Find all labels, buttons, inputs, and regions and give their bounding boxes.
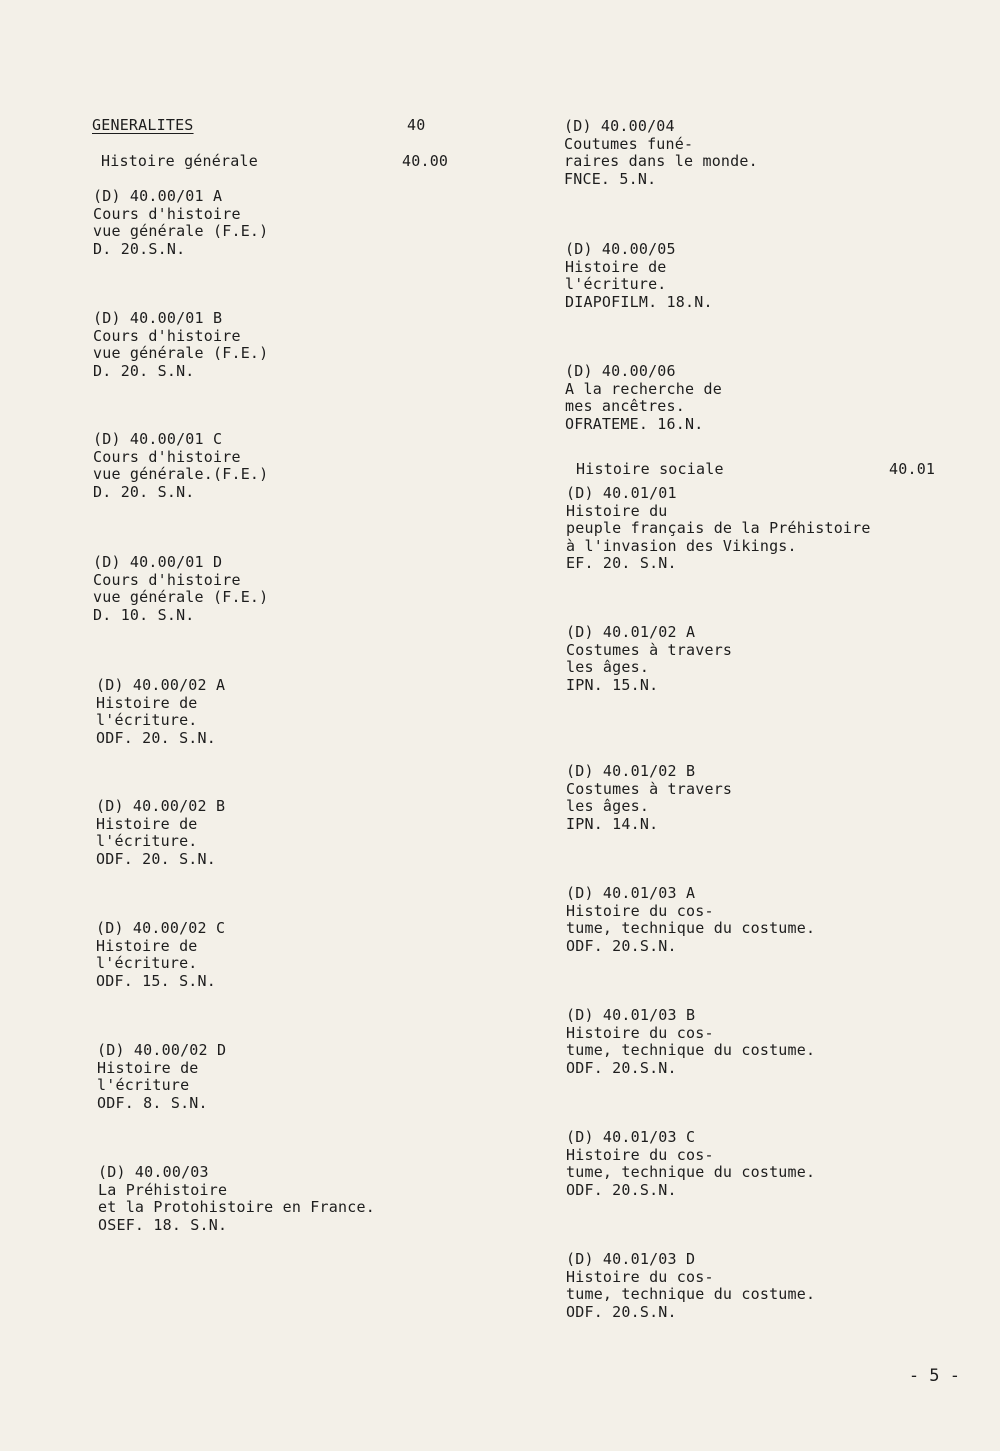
entry-publisher: D. 20.S.N. [93,239,186,258]
entry-title: Histoire du cos- [566,1023,714,1042]
catalog-entry [564,118,758,188]
entry-publisher: D. 10. S.N. [93,605,195,624]
entry-reference: (D) 40.00/06 [565,362,676,380]
entry-title: l'écriture [97,1076,190,1094]
entry-title: les âges. [566,658,650,676]
section-heading-code: 40 [407,116,426,134]
entry-title: l'écriture. [96,954,198,972]
entry-title: mes ancêtres. [565,397,685,415]
entry-reference: (D) 40.01/03 D [566,1250,696,1268]
page-number: - 5 - [908,1366,960,1386]
entry-title: Histoire de [96,693,198,712]
subsection-heading: Histoire sociale [576,460,724,478]
entry-title: Histoire de [96,936,198,955]
entry-reference: (D) 40.01/02 A [566,623,696,641]
entry-publisher: ODF. 15. S.N. [96,971,216,990]
entry-publisher: OSEF. 18. S.N. [98,1215,228,1234]
catalog-entry [566,1007,815,1077]
entry-title: Cours d'histoire [93,447,241,466]
entry-publisher: EF. 20. S.N. [566,554,677,572]
entry-title: peuple français de la Préhistoire [566,519,871,537]
entry-title: raires dans le monde. [564,152,758,170]
subsection-heading-code: 40.00 [402,152,449,170]
entry-title: Histoire de [565,257,667,276]
entry-reference: (D) 40.00/02 D [97,1041,227,1059]
entry-publisher: FNCE. 5.N. [564,169,657,188]
section-heading: GENERALITES [92,116,194,134]
entry-reference: (D) 40.00/03 [98,1163,209,1181]
entry-title: Histoire de [96,814,198,833]
entry-title: Cours d'histoire [93,570,241,589]
entry-reference: (D) 40.00/02 C [96,919,226,937]
entry-publisher: ODF. 8. S.N. [97,1093,208,1112]
entry-title: Histoire du cos- [566,1267,714,1286]
entry-title: Histoire de [97,1058,199,1077]
entry-reference: (D) 40.01/03 A [566,884,696,902]
entry-reference: (D) 40.00/01 D [93,553,223,571]
entry-publisher: IPN. 14.N. [566,814,659,833]
entry-reference: (D) 40.00/01 B [93,309,223,327]
entry-title: Cours d'histoire [93,326,241,345]
entry-title: Histoire du cos- [566,901,714,920]
catalog-entry [566,885,815,955]
entry-reference: (D) 40.01/01 [566,484,677,502]
entry-reference: (D) 40.01/02 B [566,762,696,780]
entry-title: Histoire du cos- [566,1145,714,1164]
catalog-entry [98,1164,375,1234]
entry-title: Costumes à travers [566,779,733,798]
entry-title: A la recherche de [565,379,722,398]
entry-title: vue générale.(F.E.) [93,465,269,483]
entry-publisher: ODF. 20. S.N. [96,849,216,868]
entry-reference: (D) 40.01/03 C [566,1128,696,1146]
catalog-entry [93,310,268,380]
entry-title: tume, technique du costume. [566,919,816,937]
catalog-entry [566,624,732,694]
catalog-entry [93,188,268,258]
entry-title: l'écriture. [96,832,198,850]
entry-reference: (D) 40.01/03 B [566,1006,696,1024]
entry-title: Costumes à travers [566,640,733,659]
entry-publisher: DIAPOFILM. 18.N. [565,292,713,311]
catalog-entry [97,1042,226,1112]
catalog-entry [93,431,268,501]
entry-publisher: ODF. 20.S.N. [566,1058,677,1077]
entry-title: tume, technique du costume. [566,1041,816,1059]
entry-publisher: D. 20. S.N. [93,482,195,501]
entry-title: vue générale (F.E.) [93,222,269,240]
entry-publisher: OFRATEME. 16.N. [565,414,704,433]
entry-reference: (D) 40.00/01 C [93,430,223,448]
entry-reference: (D) 40.00/02 B [96,797,226,815]
entry-title: Histoire du [566,501,668,520]
entry-title: l'écriture. [96,711,198,729]
catalog-entry [96,798,225,868]
catalog-entry [566,1129,815,1199]
entry-publisher: ODF. 20.S.N. [566,1180,677,1199]
subsection-heading: Histoire générale [101,152,258,170]
entry-title: à l'invasion des Vikings. [566,536,797,555]
entry-reference: (D) 40.00/04 [564,117,675,135]
catalog-entry [96,920,225,990]
entry-publisher: ODF. 20.S.N. [566,1302,677,1321]
entry-publisher: ODF. 20.S.N. [566,936,677,955]
catalog-entry [565,241,713,311]
subsection-heading-code: 40.01 [889,460,936,478]
entry-reference: (D) 40.00/05 [565,240,676,258]
catalog-entry [566,485,871,573]
catalog-entry [566,763,732,833]
entry-title: vue générale (F.E.) [93,588,269,606]
entry-title: Cours d'histoire [93,204,241,223]
entry-title: les âges. [566,797,650,815]
entry-publisher: ODF. 20. S.N. [96,728,216,747]
entry-title: vue générale (F.E.) [93,344,269,362]
catalog-entry [93,554,268,624]
catalog-entry [566,1251,815,1321]
entry-title: tume, technique du costume. [566,1285,816,1303]
entry-reference: (D) 40.00/01 A [93,187,223,205]
entry-title: Coutumes funé- [564,134,694,153]
entry-publisher: IPN. 15.N. [566,675,659,694]
catalog-entry [96,677,225,747]
catalog-entry [565,363,722,433]
entry-title: l'écriture. [565,275,667,293]
entry-publisher: D. 20. S.N. [93,361,195,380]
entry-title: La Préhistoire [98,1180,228,1199]
entry-title: et la Protohistoire en France. [98,1198,375,1216]
entry-reference: (D) 40.00/02 A [96,676,226,694]
entry-title: tume, technique du costume. [566,1163,816,1181]
